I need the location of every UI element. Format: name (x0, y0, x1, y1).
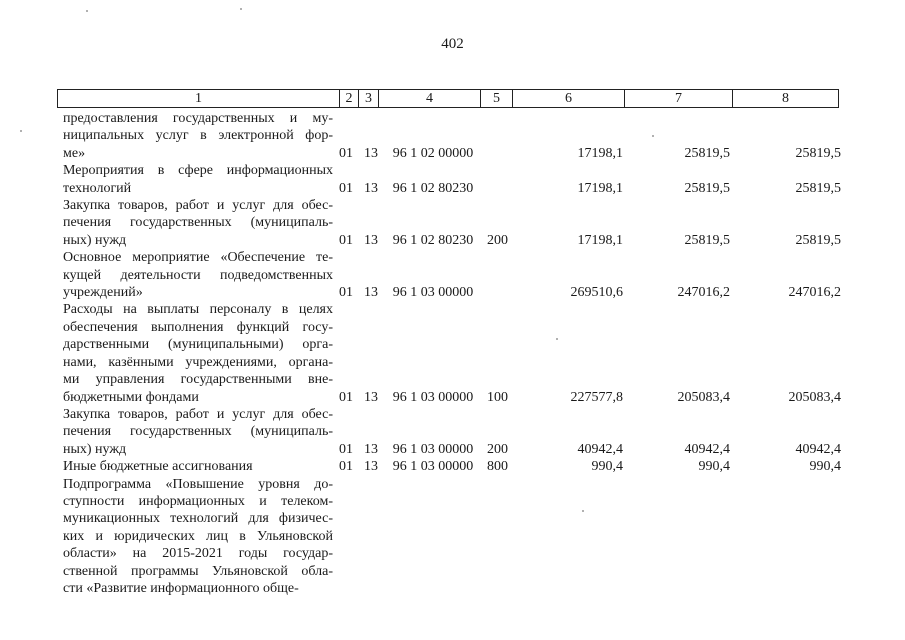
description-line: ниципальных услуг в электронной фор- (63, 128, 333, 144)
column-header-5: 5 (481, 90, 513, 108)
amount-col-8: 25819,5 (795, 145, 841, 161)
table-row (63, 301, 843, 405)
table-row (63, 249, 843, 301)
subsection-code: 13 (364, 180, 378, 196)
expense-type-code: 200 (487, 232, 508, 248)
amount-col-7: 25819,5 (684, 145, 730, 161)
amount-col-6: 17198,1 (577, 145, 623, 161)
amount-col-7: 25819,5 (684, 180, 730, 196)
amount-col-7: 40942,4 (684, 441, 730, 457)
description-line: ных) нужд (63, 232, 127, 248)
expense-type-code: 100 (487, 389, 508, 405)
table-row (63, 110, 843, 162)
column-header-6: 6 (513, 90, 625, 108)
row-description (63, 406, 333, 458)
amount-col-7: 990,4 (698, 459, 730, 475)
description-line: кущей деятельности подведомственных (63, 267, 333, 283)
description-line: ме» (63, 145, 86, 161)
row-description (63, 301, 333, 405)
description-line: ких и юридических лиц в Ульяновской (63, 528, 333, 544)
description-line: Мероприятия в сфере информационных (63, 163, 333, 179)
row-description (63, 110, 333, 162)
description-line: нами, казёнными учреждениями, органа- (63, 354, 333, 370)
amount-col-6: 990,4 (591, 459, 623, 475)
section-code: 01 (339, 441, 353, 457)
section-code: 01 (339, 389, 353, 405)
section-code: 01 (339, 180, 353, 196)
table-row (63, 162, 843, 197)
description-line: Основное мероприятие «Обеспечение те- (63, 250, 333, 266)
column-header-4: 4 (379, 90, 481, 108)
description-line: области» на 2015-2021 годы государ- (63, 546, 333, 562)
column-header-3: 3 (359, 90, 379, 108)
target-article-code: 96 1 02 00000 (392, 145, 474, 161)
amount-col-8: 990,4 (809, 459, 841, 475)
description-line: ных) нужд (63, 441, 127, 457)
section-code: 01 (339, 459, 353, 475)
amount-col-7: 247016,2 (677, 285, 730, 301)
subsection-code: 13 (364, 285, 378, 301)
table-row (63, 406, 843, 458)
amount-col-6: 17198,1 (577, 180, 623, 196)
amount-col-8: 247016,2 (788, 285, 841, 301)
amount-col-7: 205083,4 (677, 389, 730, 405)
expense-type-code: 200 (487, 441, 508, 457)
table-header (57, 89, 839, 108)
target-article-code: 96 1 02 80230 (392, 232, 474, 248)
description-line: дарственными (муниципальными) орга- (63, 337, 333, 353)
amount-col-8: 205083,4 (788, 389, 841, 405)
scan-speck (240, 8, 242, 10)
description-line: предоставления государственных и му- (63, 111, 333, 126)
subsection-code: 13 (364, 441, 378, 457)
target-article-code: 96 1 03 00000 (392, 459, 474, 475)
description-line: Закупка товаров, работ и услуг для обес- (63, 198, 333, 214)
subsection-code: 13 (364, 145, 378, 161)
description-line: бюджетными фондами (63, 389, 199, 405)
row-description (63, 162, 333, 197)
description-line: ступности информационных и телеком- (63, 493, 333, 509)
expense-type-code: 800 (487, 459, 508, 475)
table-row (63, 197, 843, 249)
amount-col-6: 269510,6 (570, 285, 623, 301)
description-line: Иные бюджетные ассигнования (63, 459, 253, 475)
description-line: технологий (63, 180, 132, 196)
subsection-code: 13 (364, 232, 378, 248)
description-line: печения государственных (муниципаль- (63, 215, 333, 231)
scan-speck (652, 135, 654, 137)
page-number: 402 (441, 36, 464, 52)
amount-col-6: 227577,8 (570, 389, 623, 405)
table-row (63, 476, 843, 598)
scan-speck (582, 510, 584, 512)
description-line: ственной программы Ульяновской обла- (63, 563, 333, 579)
description-line: учреждений» (63, 285, 143, 301)
target-article-code: 96 1 03 00000 (392, 285, 474, 301)
row-description (63, 197, 333, 249)
description-line: Закупка товаров, работ и услуг для обес- (63, 406, 333, 422)
description-line: Расходы на выплаты персоналу в целях (63, 302, 333, 318)
section-code: 01 (339, 232, 353, 248)
section-code: 01 (339, 285, 353, 301)
column-header-8: 8 (733, 90, 839, 108)
table-row (63, 458, 843, 475)
target-article-code: 96 1 03 00000 (392, 389, 474, 405)
description-line: обеспечения выполнения функций госу- (63, 319, 333, 335)
amount-col-8: 25819,5 (795, 180, 841, 196)
description-line: сти «Развитие информационного обще- (63, 580, 299, 596)
target-article-code: 96 1 02 80230 (392, 180, 474, 196)
section-code: 01 (339, 145, 353, 161)
amount-col-6: 40942,4 (577, 441, 623, 457)
column-header-2: 2 (340, 90, 359, 108)
row-description (63, 458, 333, 475)
scan-speck (86, 10, 88, 12)
row-description (63, 476, 333, 598)
column-header-1: 1 (58, 90, 340, 108)
amount-col-8: 25819,5 (795, 232, 841, 248)
subsection-code: 13 (364, 459, 378, 475)
amount-col-8: 40942,4 (795, 441, 841, 457)
table-body (63, 110, 843, 597)
amount-col-7: 25819,5 (684, 232, 730, 248)
row-description (63, 249, 333, 301)
amount-col-6: 17198,1 (577, 232, 623, 248)
scan-speck (20, 130, 22, 132)
description-line: муникационных технологий для физичес- (63, 511, 333, 527)
column-header-7: 7 (625, 90, 733, 108)
description-line: печения государственных (муниципаль- (63, 424, 333, 440)
description-line: ми управления государственными вне- (63, 372, 333, 388)
subsection-code: 13 (364, 389, 378, 405)
scan-speck (556, 338, 558, 340)
description-line: Подпрограмма «Повышение уровня до- (63, 476, 333, 492)
target-article-code: 96 1 03 00000 (392, 441, 474, 457)
